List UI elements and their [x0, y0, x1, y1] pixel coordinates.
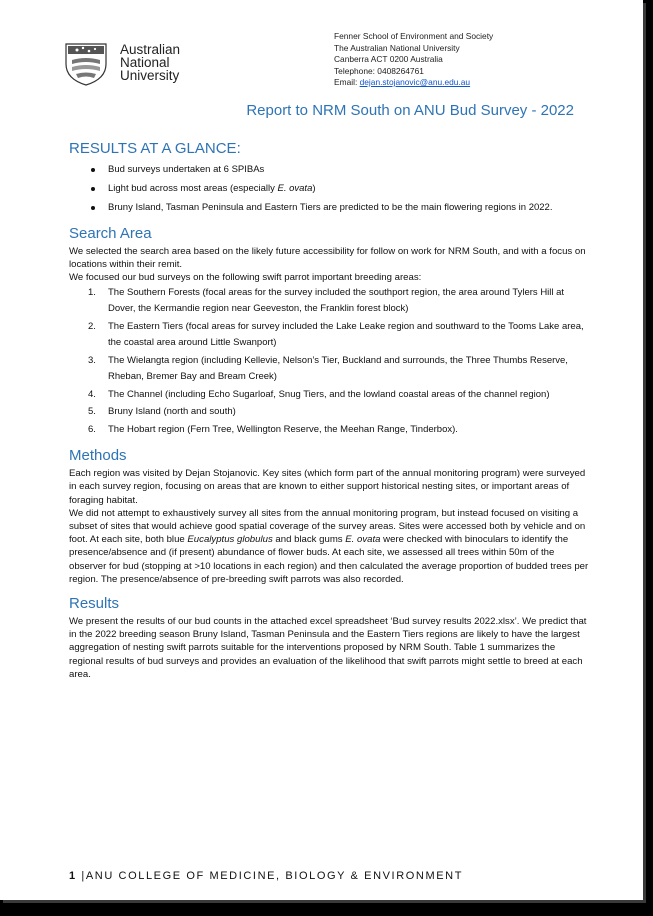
anu-crest-icon — [60, 40, 112, 86]
list-item-text: The Channel (including Echo Sugarloaf, Snug Tiers, and the lowland coastal areas of the channel region) — [108, 388, 550, 400]
logo-line-3: University — [120, 68, 180, 83]
glance-item — [69, 162, 589, 178]
glance-item — [69, 200, 589, 216]
results-heading: Results — [69, 594, 120, 612]
contact-email-label: Email: — [334, 77, 360, 87]
results-paragraph: We present the results of our bud counts in the attached excel spreadsheet ‘Bud survey results 2022.xlsx’. We predict that in the 2022 breeding season Bruny Island, Tasman Peninsula and the Eastern Tiers regions are likely to have the largest aggregation of nesting swift parrots suitable for the interventions proposed by NRM South. Table 1 summarizes the regional results of bud surveys and provides an evaluation of the likelihood that swift parrots might settle to breed at each area. — [69, 615, 587, 680]
list-item — [69, 319, 589, 352]
list-item-text: The Hobart region (Fern Tree, Wellington Reserve, the Meehan Range, Tinderbox). — [108, 423, 458, 435]
page-footer — [69, 870, 463, 882]
list-number: 6. — [88, 423, 96, 435]
search-area-paragraph-2: We focused our bud surveys on the following swift parrot important breeding areas: — [69, 272, 422, 284]
bullet-icon — [91, 187, 95, 191]
methods-paragraph-2 — [69, 507, 589, 586]
species-name-ovata: E. ovata — [345, 534, 381, 546]
glance-item-text: Bud surveys undertaken at 6 SPIBAs — [108, 164, 265, 175]
glance-item-text-post: ) — [312, 183, 316, 194]
search-area-paragraph-1: We selected the search area based on the likely future accessibility for follow on work for NRM South, and with a focus on locations within their remit. — [69, 246, 586, 271]
list-number: 2. — [88, 320, 96, 332]
list-item-text: Bruny Island (north and south) — [108, 406, 236, 418]
bullet-icon — [91, 168, 95, 172]
list-item — [69, 285, 589, 318]
list-item — [69, 422, 589, 439]
list-number: 1. — [88, 286, 96, 298]
search-area-heading: Search Area — [69, 225, 152, 242]
glance-item-text: Bruny Island, Tasman Peninsula and Eastern Tiers are predicted to be the main flowering regions in 2022. — [108, 202, 553, 213]
logo-line-2: National — [120, 55, 170, 70]
footer-separator: | — [76, 870, 86, 882]
list-number: 4. — [88, 388, 96, 400]
methods-text-b: and black gums — [272, 534, 346, 546]
logo-line-1: Australian — [120, 42, 181, 57]
contact-address: Canberra ACT 0200 Australia — [334, 54, 443, 64]
report-title: Report to NRM South on ANU Bud Survey - 2022 — [246, 102, 574, 119]
contact-email-line — [334, 77, 493, 89]
page-number: 1 — [69, 870, 77, 882]
list-item-text: The Southern Forests (focal areas for the survey included the southport region, the area around Tylers Hill at Dover, the Kermandie region near Geeveston, the Franklin forest block) — [108, 286, 565, 315]
bullet-icon — [91, 206, 95, 210]
species-name-globulus: Eucalyptus globulus — [187, 534, 273, 546]
methods-paragraph-1: Each region was visited by Dejan Stojanovic. Key sites (which form part of the annual monitoring program) were surveyed in each survey region, focusing on areas that are known to either support historical nesting sites, or important areas of foraging habitat. — [69, 468, 586, 506]
list-number: 3. — [88, 354, 96, 366]
results-at-a-glance-heading: RESULTS AT A GLANCE: — [69, 140, 241, 157]
glance-item — [69, 181, 589, 197]
list-item — [69, 353, 589, 386]
list-item — [69, 404, 589, 421]
methods-text-c: were checked with binoculars to identify the presence/absence and (if present) abundance of flower buds. At each site, we assessed all trees within 50m of the observer for bud (stopping at >10 locations in each region) and then calculated the average proportion of budded trees per region. The presence/absence of pre-breeding swift parrots was also recorded. — [69, 534, 589, 585]
anu-logo — [60, 40, 190, 86]
list-item-text: The Eastern Tiers (focal areas for survey included the Lake Leake region and southward to the Tooms Lake area, the coastal area around Little Swanport) — [108, 320, 584, 349]
list-item-text: The Wielangta region (including Kellevie, Nelson’s Tier, Buckland and surrounds, the Three Thumbs Reserve, Rheban, Bremer Bay and Bream Creek) — [108, 354, 568, 383]
contact-block — [334, 31, 493, 89]
glance-item-species: E. ovata — [277, 183, 313, 194]
list-item — [69, 387, 589, 404]
breeding-areas-list — [69, 285, 589, 439]
methods-text-a: We did not attempt to exhaustively survey all sites from the annual monitoring program, but instead focused on visiting a subset of sites that would achieve good spatial coverage of the survey areas. Sites were accessed both by vehicle and on foot. At each site, both blue — [69, 507, 586, 546]
methods-heading: Methods — [69, 447, 127, 465]
logo-wordmark — [120, 43, 180, 82]
footer-college-text: ANU COLLEGE OF MEDICINE, BIOLOGY & ENVIRONMENT — [85, 870, 464, 882]
contact-telephone: Telephone: 0408264761 — [334, 65, 424, 76]
glance-list — [69, 162, 589, 216]
contact-email-link[interactable]: dejan.stojanovic@anu.edu.au — [359, 77, 471, 87]
list-number: 5. — [88, 406, 96, 418]
contact-school: Fenner School of Environment and Society — [334, 31, 494, 41]
contact-university: The Australian National University — [334, 42, 460, 53]
glance-item-text-pre: Light bud across most areas (especially — [108, 183, 278, 194]
document-body — [69, 140, 589, 681]
